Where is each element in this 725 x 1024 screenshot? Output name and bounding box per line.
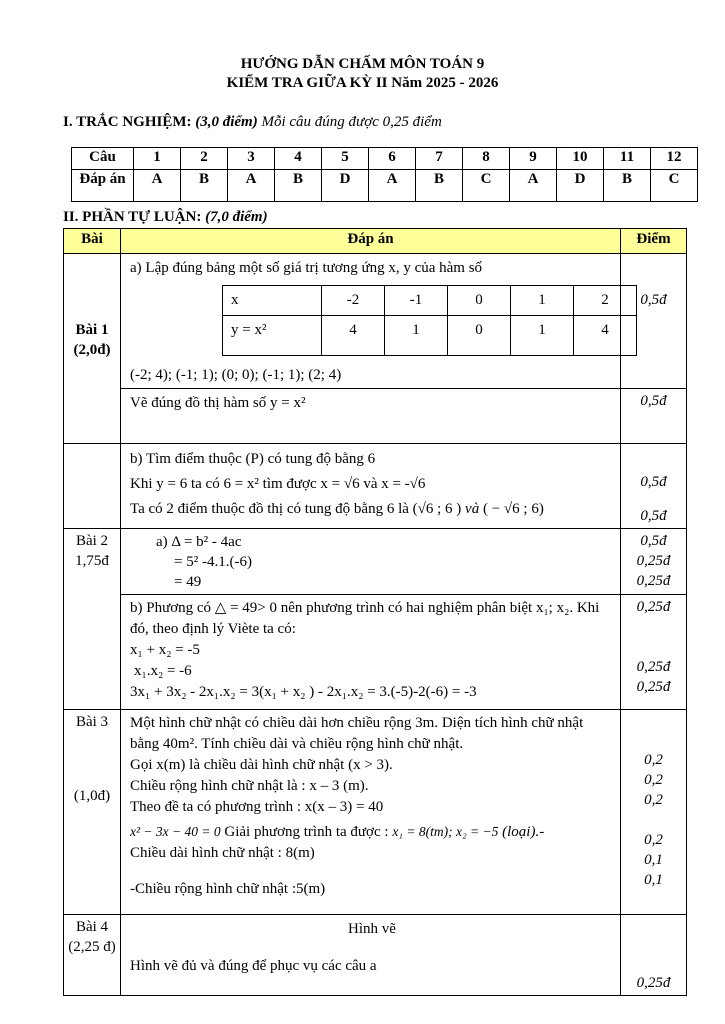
bai1b-answer-cell: [121, 444, 621, 529]
mc-row1-label: Câu: [72, 148, 134, 170]
bai1a-score-cell: [621, 254, 687, 389]
table-row: [223, 286, 637, 316]
bai1b-line3-post: ( − √6 ; 6): [479, 501, 544, 517]
value-cell: 0: [448, 286, 511, 316]
section-trac-nghiem-heading: [63, 114, 725, 131]
col-header-bai: Bài: [64, 229, 121, 254]
score-value: 0,25đ: [636, 553, 671, 569]
value-table-x-label: x: [223, 286, 322, 316]
value-table-y-label: y = x²: [223, 316, 322, 356]
mc-answer-cell: D: [557, 170, 604, 202]
bai3-points-label: (1,0đ): [73, 788, 111, 804]
bai2b-line3: x₁.x₂ = -6: [134, 663, 192, 679]
col-header-dap-an: Đáp án: [121, 229, 621, 254]
bai3-line4: Theo đề ta có phương trình : x(x – 3) = 40: [130, 799, 384, 815]
table-row: [64, 529, 687, 595]
bai1-graph-answer-cell: [121, 389, 621, 444]
value-cell: -2: [322, 286, 385, 316]
section-tu-luan-heading: [63, 209, 725, 226]
bai1b-line3-pre: Ta có 2 điểm thuộc đồ thị có tung độ bằng 6 là (√6 ; 6 ): [130, 501, 466, 517]
mc-question-cell: 10: [557, 148, 604, 170]
score-value: 0,1: [644, 872, 663, 888]
bai1-label-cell: [64, 254, 121, 444]
bai1-points-label: (2,0đ): [73, 342, 111, 358]
bai1-graph-score-cell: [621, 389, 687, 444]
bai3-line6: Chiều dài hình chữ nhật : 8(m): [130, 845, 315, 861]
section2-points: (7,0 điểm): [205, 209, 268, 225]
title-line-2: KIỂM TRA GIỮA KỲ II Năm 2025 - 2026: [226, 75, 499, 91]
section1-points: (3,0 điểm): [195, 114, 258, 130]
bai4-points-label: (2,25 đ): [68, 939, 116, 955]
table-row: [64, 915, 687, 996]
bai3-line7: -Chiều rộng hình chữ nhật :5(m): [130, 881, 326, 897]
section1-note: Mỗi câu đúng được 0,25 điểm: [261, 114, 442, 130]
mc-answer-cell: C: [651, 170, 698, 202]
mc-question-cell: 6: [369, 148, 416, 170]
title-line-1: HƯỚNG DẪN CHẤM MÔN TOÁN 9: [240, 56, 485, 72]
table-row: [72, 170, 698, 202]
bai3-label: Bài 3: [75, 714, 109, 730]
mc-question-cell: 7: [416, 148, 463, 170]
score-value: 0,1: [644, 852, 663, 868]
bai3-line5-end: (loại).-: [498, 824, 545, 840]
bai2b-line2: x₁ + x₂ = -5: [130, 642, 200, 658]
score-value: 0,2: [644, 792, 663, 808]
document-title: [0, 0, 725, 93]
bai1-graph-line: Vẽ đúng đồ thị hàm số y = x²: [130, 395, 306, 411]
bai4-label: Bài 4: [75, 919, 109, 935]
bai3-equation1: x² − 3x − 40 = 0: [130, 824, 221, 839]
mc-answer-cell: B: [416, 170, 463, 202]
value-cell: -1: [385, 286, 448, 316]
value-cell: 1: [511, 286, 574, 316]
bai1a-intro: a) Lập đúng bảng một số giá trị tương ứng x, y của hàm số: [130, 260, 483, 276]
bai2b-score-cell: [621, 595, 687, 710]
bai4-score-cell: [621, 915, 687, 996]
table-row: [223, 316, 637, 356]
mc-answer-cell: B: [604, 170, 651, 202]
col-header-diem: Điểm: [621, 229, 687, 254]
score-value: 0,25đ: [636, 573, 671, 589]
mc-question-cell: 3: [228, 148, 275, 170]
bai1b-empty-label-cell: [64, 444, 121, 529]
bai3-label-cell: [64, 710, 121, 915]
score-value: 0,5đ: [640, 474, 667, 490]
bai4-label-cell: [64, 915, 121, 996]
mc-question-cell: 2: [181, 148, 228, 170]
value-cell: 2: [574, 286, 637, 316]
bai1-value-table: [222, 285, 637, 356]
bai1-label: Bài 1: [75, 322, 109, 338]
bai1a-answer-cell: [121, 254, 621, 389]
bai3-line5-mid: Giải phương trình ta được :: [220, 824, 393, 840]
score-value: 0,5đ: [640, 508, 667, 524]
mc-question-cell: 1: [134, 148, 181, 170]
bai2-points-label: 1,75đ: [75, 553, 109, 569]
bai4-answer-cell: [121, 915, 621, 996]
table-row: [72, 148, 698, 170]
score-value: 0,2: [644, 772, 663, 788]
section1-label: I. TRẮC NGHIỆM:: [63, 114, 192, 130]
value-cell: 4: [574, 316, 637, 356]
bai2a-line1: a) Δ = b² - 4ac: [156, 534, 242, 550]
table-header-row: [64, 229, 687, 254]
value-cell: 1: [385, 316, 448, 356]
bai3-score-cell: [621, 710, 687, 915]
mc-answer-cell: A: [510, 170, 557, 202]
score-value: 0,2: [644, 752, 663, 768]
bai3-line2: Gọi x(m) là chiều dài hình chữ nhật (x > 3).: [130, 757, 393, 773]
score-value: 0,25đ: [636, 679, 671, 695]
mc-question-cell: 4: [275, 148, 322, 170]
bai2-label: Bài 2: [75, 533, 109, 549]
mc-question-cell: 8: [463, 148, 510, 170]
value-cell: 1: [511, 316, 574, 356]
score-value: 0,5đ: [640, 533, 667, 549]
mc-row2-label: Đáp án: [72, 170, 134, 202]
table-row: [64, 710, 687, 915]
bai2a-score-cell: [621, 529, 687, 595]
mc-question-cell: 9: [510, 148, 557, 170]
mc-answer-cell: A: [228, 170, 275, 202]
mc-answer-cell: D: [322, 170, 369, 202]
table-row: [64, 444, 687, 529]
bai4-line: Hình vẽ đủ và đúng để phục vụ các câu a: [130, 958, 377, 974]
bai2a-line3: = 49: [174, 574, 202, 590]
bai1a-pairs: (-2; 4); (-1; 1); (0; 0); (-1; 1); (2; 4): [130, 367, 342, 383]
bai3-para: Một hình chữ nhật có chiều dài hơn chiều rộng 3m. Diện tích hình chữ nhật bằng 40m². Tính chiều dài và chiều rộng hình chữ nhật.: [130, 715, 584, 752]
mc-answer-cell: C: [463, 170, 510, 202]
bai1b-line2: Khi y = 6 ta có 6 = x² tìm được x = √6 và x = -√6: [130, 476, 426, 492]
bai3-equation2: x₁ = 8(tm); x₂ = −5: [392, 824, 499, 839]
bai1b-line3-va: và: [465, 501, 480, 517]
table-row: [64, 254, 687, 389]
mc-answer-cell: B: [275, 170, 322, 202]
table-row: [64, 389, 687, 444]
section2-label: II. PHẦN TỰ LUẬN:: [63, 209, 202, 225]
score-value: 0,25đ: [636, 599, 671, 615]
mc-question-cell: 11: [604, 148, 651, 170]
bai2b-line4: 3x₁ + 3x₂ - 2x₁.x₂ = 3(x₁ + x₂ ) - 2x₁.x₂ = 3.(-5)-2(-6) = -3: [130, 684, 477, 700]
score-value: 0,25đ: [636, 975, 671, 991]
score-value: 0,5đ: [640, 393, 667, 409]
score-value: 0,2: [644, 832, 663, 848]
bai2b-answer-cell: [121, 595, 621, 710]
mc-question-cell: 5: [322, 148, 369, 170]
bai2a-line2: = 5² -4.1.(-6): [174, 554, 252, 570]
bai1b-line1: b) Tìm điểm thuộc (P) có tung độ bằng 6: [130, 451, 376, 467]
answer-key-table: [63, 228, 687, 996]
bai1b-score-cell: [621, 444, 687, 529]
value-cell: 4: [322, 316, 385, 356]
mc-answer-cell: A: [134, 170, 181, 202]
bai2a-answer-cell: [121, 529, 621, 595]
bai3-answer-cell: [121, 710, 621, 915]
bai3-line3: Chiều rộng hình chữ nhật là : x – 3 (m).: [130, 778, 369, 794]
bai2-label-cell: [64, 529, 121, 710]
bai2b-para: b) Phương có △ = 49> 0 nên phương trình có hai nghiệm phân biệt x₁; x₂. Khi đó, theo định lý Viète ta có:: [130, 600, 600, 637]
bai3-line5: [130, 821, 614, 843]
bai1b-line3: [130, 497, 614, 522]
bai4-figure-title: Hình vẽ: [348, 921, 396, 937]
mc-question-cell: 12: [651, 148, 698, 170]
score-value: 0,25đ: [636, 659, 671, 675]
mc-answer-cell: B: [181, 170, 228, 202]
multiple-choice-answer-table: [71, 147, 698, 202]
score-value: 0,5đ: [640, 292, 667, 308]
mc-answer-cell: A: [369, 170, 416, 202]
table-row: [64, 595, 687, 710]
value-cell: 0: [448, 316, 511, 356]
